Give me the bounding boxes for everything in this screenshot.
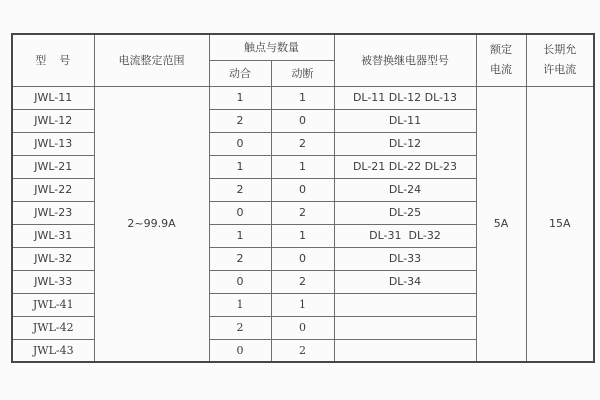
header-replaced-models: 被替换继电器型号	[334, 34, 476, 86]
contacts-nc-cell: 0	[271, 316, 334, 339]
model-cell: JWL-21	[12, 155, 94, 178]
replaced-models-cell: DL-25	[334, 201, 476, 224]
current-range-cell: 2~99.9A	[94, 86, 209, 362]
contacts-no-cell: 0	[209, 339, 271, 362]
header-rated-current-line2: 电流	[490, 63, 512, 77]
replaced-models-cell: DL-21 DL-22 DL-23	[334, 155, 476, 178]
contacts-nc-cell: 1	[271, 86, 334, 109]
relay-spec-table	[11, 33, 595, 363]
contacts-nc-cell: 2	[271, 201, 334, 224]
contacts-no-cell: 1	[209, 293, 271, 316]
contacts-nc-cell: 1	[271, 155, 334, 178]
contacts-no-cell: 0	[209, 270, 271, 293]
replaced-models-cell: DL-11	[334, 109, 476, 132]
replaced-models-cell: DL-12	[334, 132, 476, 155]
contacts-no-cell: 1	[209, 155, 271, 178]
contacts-nc-cell: 2	[271, 132, 334, 155]
contacts-nc-cell: 1	[271, 224, 334, 247]
model-cell: JWL-43	[12, 339, 94, 362]
spec-table-container	[11, 33, 595, 363]
rated-current-cell: 5A	[476, 86, 526, 362]
header-long-term-line2: 许电流	[543, 63, 577, 77]
model-cell: JWL-22	[12, 178, 94, 201]
replaced-models-cell: DL-33	[334, 247, 476, 270]
contacts-no-cell: 0	[209, 201, 271, 224]
model-cell: JWL-13	[12, 132, 94, 155]
replaced-models-cell	[334, 339, 476, 362]
contacts-nc-cell: 0	[271, 178, 334, 201]
model-cell: JWL-12	[12, 109, 94, 132]
contacts-nc-cell: 0	[271, 247, 334, 270]
contacts-no-cell: 2	[209, 109, 271, 132]
replaced-models-cell	[334, 316, 476, 339]
contacts-nc-cell: 2	[271, 339, 334, 362]
header-rated-current-line1: 额定	[490, 43, 512, 57]
header-row-top	[12, 34, 594, 60]
model-cell: JWL-23	[12, 201, 94, 224]
model-cell: JWL-33	[12, 270, 94, 293]
header-contacts-no: 动合	[209, 60, 271, 86]
model-cell: JWL-32	[12, 247, 94, 270]
header-contacts-group: 触点与数量	[209, 34, 334, 60]
header-model: 型 号	[12, 34, 94, 86]
header-long-term-line1: 长期允	[543, 43, 577, 57]
header-rated-current	[476, 34, 526, 86]
contacts-no-cell: 2	[209, 178, 271, 201]
header-contacts-nc: 动断	[271, 60, 334, 86]
model-cell: JWL-31	[12, 224, 94, 247]
contacts-no-cell: 2	[209, 247, 271, 270]
replaced-models-cell: DL-11 DL-12 DL-13	[334, 86, 476, 109]
long-term-current-cell: 15A	[526, 86, 594, 362]
replaced-models-cell	[334, 293, 476, 316]
replaced-models-cell: DL-31 DL-32	[334, 224, 476, 247]
contacts-nc-cell: 0	[271, 109, 334, 132]
contacts-no-cell: 1	[209, 224, 271, 247]
contacts-no-cell: 1	[209, 86, 271, 109]
contacts-nc-cell: 2	[271, 270, 334, 293]
model-cell: JWL-11	[12, 86, 94, 109]
contacts-nc-cell: 1	[271, 293, 334, 316]
contacts-no-cell: 2	[209, 316, 271, 339]
model-cell: JWL-41	[12, 293, 94, 316]
replaced-models-cell: DL-34	[334, 270, 476, 293]
header-current-range: 电流整定范围	[94, 34, 209, 86]
table-row-jwl-11	[12, 86, 594, 109]
replaced-models-cell: DL-24	[334, 178, 476, 201]
model-cell: JWL-42	[12, 316, 94, 339]
header-long-term-current	[526, 34, 594, 86]
contacts-no-cell: 0	[209, 132, 271, 155]
